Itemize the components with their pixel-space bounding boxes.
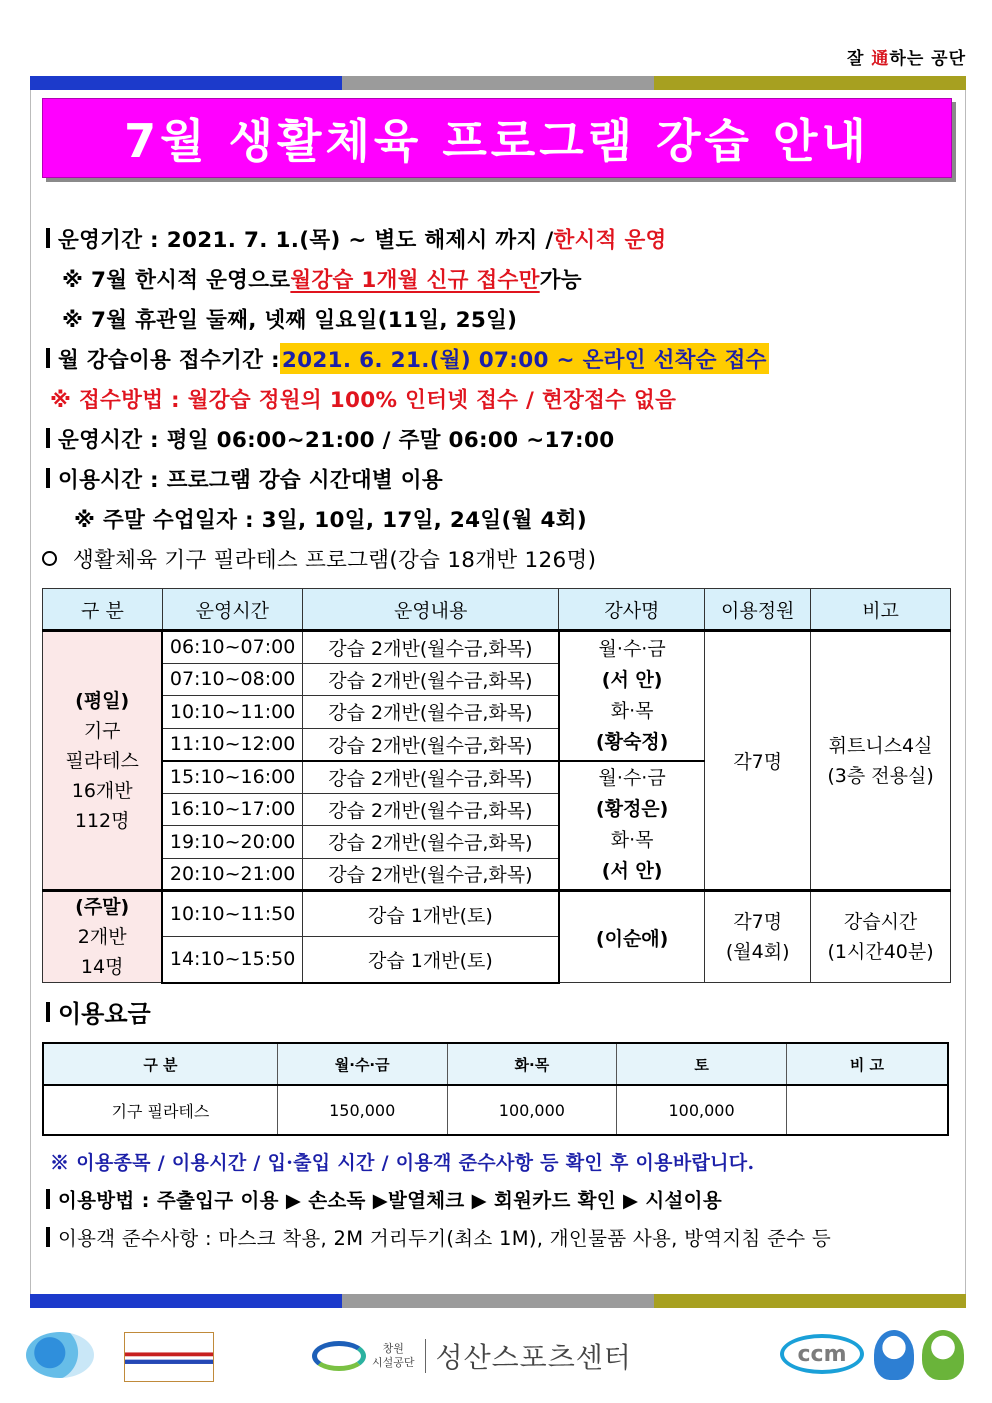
table-row: (평일) 기구 필라테스 16개반 112명 06:10~07:00 강습 2개반(월수금,화목) 월·수·금 (서 안) 화·목 (황숙정) 각7명 휘트니스4실 (3층 전용실)	[43, 631, 951, 664]
weekend-category: (주말) 2개반 14명	[43, 891, 163, 983]
info-section	[46, 218, 956, 578]
center-logo: 창원 시설공단 성산스포츠센터	[312, 1336, 632, 1376]
instructors-b: 월·수·금 (황정은) 화·목 (서 안)	[559, 761, 705, 891]
table-row: 19:10~20:00 강습 2개반(월수금,화목)	[43, 826, 951, 859]
footer-logos	[0, 1318, 992, 1388]
weekday-capacity: 각7명	[705, 631, 811, 891]
swoosh-icon	[312, 1341, 366, 1371]
mascot-green-icon	[922, 1330, 964, 1380]
weekend-capacity: 각7명 (월4회)	[705, 891, 811, 983]
fee-section-title: 이용요금	[46, 994, 151, 1029]
top-color-bar	[30, 76, 966, 90]
table-row: 14:10~15:50 강습 1개반(토)	[43, 937, 951, 983]
confirm-note: ※ 이용종목 / 이용시간 / 입·출입 시간 / 이용객 준수사항 등 확인 후 이용바랍니다.	[50, 1151, 755, 1174]
method-line: ※ 접수방법 : 월강습 정원의 100% 인터넷 접수 / 현장접수 없음	[50, 387, 677, 413]
table-row: 15:10~16:00 강습 2개반(월수금,화목) 월·수·금 (황정은) 화·목 (서 안)	[43, 761, 951, 794]
registration-line: 월 강습이용 접수기간 : 2021. 6. 21.(월) 07:00 ~ 온라인 선착순 접수	[46, 338, 956, 378]
weekend-instructor: (이순애)	[559, 891, 705, 983]
weekday-note: 휘트니스4실 (3층 전용실)	[811, 631, 951, 891]
schedule-table	[42, 588, 951, 984]
table-row: 기구 필라테스 150,000 100,000 100,000	[43, 1085, 948, 1135]
weekend-note: 강습시간 (1시간40분)	[811, 891, 951, 983]
slogan: 잘 通하는 공단	[847, 49, 966, 69]
fee-table	[42, 1042, 949, 1136]
hours-line: 운영시간 : 평일 06:00~21:00 / 주말 06:00 ~17:00	[46, 418, 956, 458]
rules-line: 이용객 준수사항 : 마스크 착용, 2M 거리두기(최소 1M), 개인물품 사용, 방역지침 준수 등	[46, 1218, 956, 1256]
city-logo-icon	[26, 1332, 94, 1378]
fee-header-row: 구 분 월·수·금 화·목 토 비 고	[43, 1043, 948, 1085]
ccm-logo: ccm	[780, 1334, 864, 1374]
mascot-blue-icon	[874, 1330, 914, 1380]
usage-line: 이용시간 : 프로그램 강습 시간대별 이용	[46, 458, 956, 498]
table-row: 11:10~12:00 강습 2개반(월수금,화목)	[43, 728, 951, 761]
period-line: 운영기간 : 2021. 7. 1.(목) ~ 별도 해제시 까지 / 한시적 운영	[46, 218, 956, 258]
table-row: 10:10~11:00 강습 2개반(월수금,화목)	[43, 696, 951, 729]
bottom-color-bar	[30, 1294, 966, 1308]
weekend-line: ※ 주말 수업일자 : 3일, 10일, 17일, 24일(월 4회)	[74, 507, 587, 533]
usage-method-line: 이용방법 : 주출입구 이용 ▶ 손소독 ▶발열체크 ▶ 회원카드 확인 ▶ 시설이용	[46, 1180, 956, 1218]
title-banner	[42, 98, 952, 178]
weekday-category: (평일) 기구 필라테스 16개반 112명	[43, 631, 163, 891]
program-line: 생활체육 기구 필라테스 프로그램(강습 18개반 126명)	[46, 538, 956, 578]
page-title: 7월 생활체육 프로그램 강습 안내	[124, 114, 870, 168]
table-row: 16:10~17:00 강습 2개반(월수금,화목)	[43, 793, 951, 826]
note-line-2: ※ 7월 휴관일 둘째, 넷째 일요일(11일, 25일)	[62, 307, 518, 333]
table-row: (주말) 2개반 14명 10:10~11:50 강습 1개반(토) (이순애) 각7명 (월4회) 강습시간 (1시간40분)	[43, 891, 951, 937]
instructors-a: 월·수·금 (서 안) 화·목 (황숙정)	[559, 631, 705, 761]
circle-bullet-icon	[42, 551, 57, 566]
note-line-1: ※ 7월 한시적 운영으로 월강습 1개월 신규 접수만 가능	[62, 267, 582, 293]
table-row: 20:10~21:00 강습 2개반(월수금,화목)	[43, 858, 951, 891]
schedule-header-row: 구 분 운영시간 운영내용 강사명 이용정원 비고	[43, 589, 951, 631]
notes-section	[46, 1142, 956, 1256]
certificate-logo-icon	[124, 1332, 214, 1382]
table-row: 07:10~08:00 강습 2개반(월수금,화목)	[43, 663, 951, 696]
